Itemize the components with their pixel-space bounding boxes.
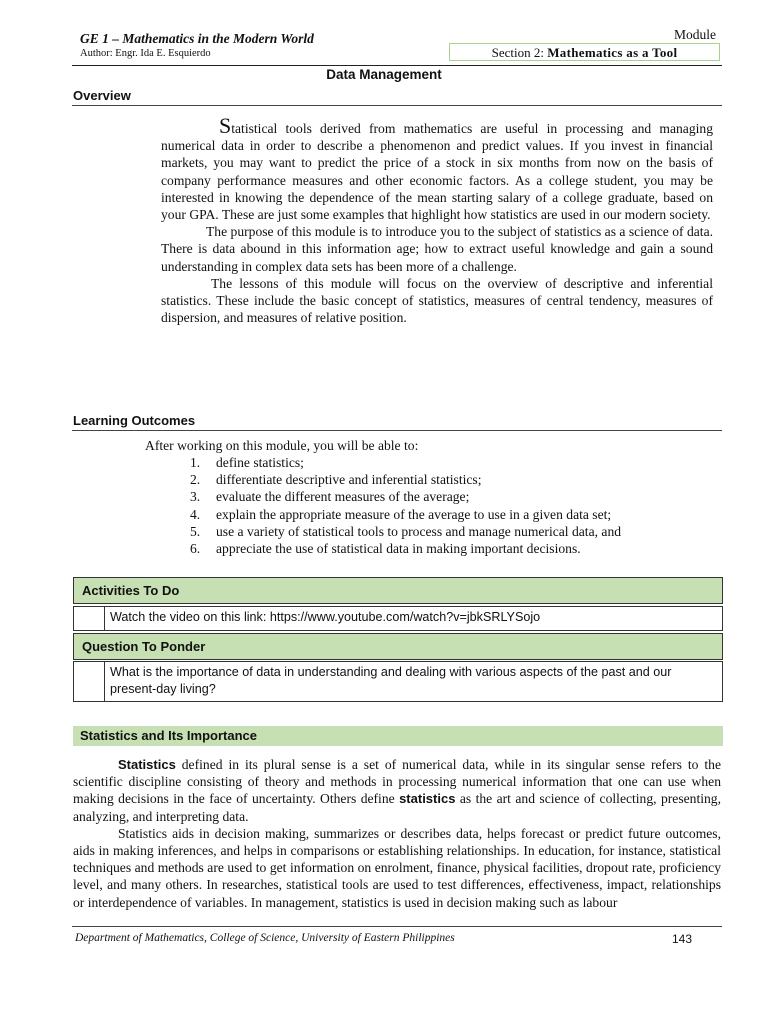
question-heading: Question To Ponder (73, 633, 723, 660)
list-item: 2. differentiate descriptive and inferential statistics; (190, 472, 482, 488)
statistics-paragraph-2: Statistics aids in decision making, summarizes or describes data, helps forecast or predict future outcomes, aids in making inferences, and helps in comparisons or establishing relationships. In education, for instance, statistical techniques and methods are used to get information on enrolment, finance, physical facilities, dropout rate, proficiency level, and many others. In researches, statistical tools are used to test differences, effectiveness, impact, relationships or interdependence of variables. In management, statistics is used in decision making such as labour (73, 825, 721, 910)
module-label: Module (674, 27, 716, 42)
dropcap-letter: S (219, 113, 232, 138)
footer-department: Department of Mathematics, College of Science, University of Eastern Philippines (75, 932, 455, 944)
document-title: Data Management (326, 67, 442, 82)
activities-text[interactable]: Watch the video on this link: https://www.youtube.com/watch?v=jbkSRLYSojo (110, 610, 541, 624)
overview-rule (72, 105, 722, 106)
list-item: 1. define statistics; (190, 455, 304, 470)
author-line: Author: Engr. Ida E. Esquierdo (80, 48, 211, 59)
statistics-text: Statistics defined in its plural sense is a set of numerical data, while in its singular sense refers to the scientific discipline consisting of theory and methods in processing numerical information that one can use when making decisions in the face of uncertainty. Others define statistics as the art and science of collecting, presenting, analyzing, and interpreting data. Statistics aids in decision making, summarizes or describes data, helps forecast or predict future outcomes, aids in making inferences, and helps in comparisons or establishing relationships. In education, for instance, statistical techniques and methods are used to get information on enrolment, finance, physical facilities, dropout rate, proficiency level, and many others. In researches, statistical tools are used to test differences, effectiveness, impact, relationships or interdependence of variables. In management, statistics is used in decision making such as labour (73, 757, 721, 910)
list-item: 4. explain the appropriate measure of the average to use in a given data set; (190, 506, 612, 522)
activities-row (73, 606, 723, 631)
list-item: 5. use a variety of statistical tools to process and manage numerical data, and (190, 523, 622, 539)
overview-heading: Overview (73, 88, 131, 103)
page-number: 143 (672, 932, 693, 946)
activities-checkbox-cell (74, 607, 105, 630)
question-text: What is the importance of data in understanding and dealing with various aspects of the past and our present-day living? (110, 665, 672, 696)
learning-outcomes-rule (72, 430, 722, 431)
overview-paragraph-1: tatistical tools derived from mathematics are useful in processing and managing numerical data in order to describe a phenomenon and predict values. If you invest in financial markets, you may want to predict the price of a stock in six months from now on the basis of company performance measures and other economic factors. As a college student, you may be interested in knowing the dependence of the mean starting salary of a college graduate, based on your GPA. These are just some examples that highlight how statistics are used in our modern society. (161, 121, 713, 223)
question-checkbox-cell (74, 662, 105, 701)
header-rule (72, 65, 722, 66)
term-statistics: Statistics (118, 757, 176, 772)
overview-paragraph-3: The lessons of this module will focus on the overview of descriptive and inferential statistics. These include the basic concept of statistics, measures of central tendency, measures of dispersion, and measures of relative position. (161, 275, 713, 326)
activities-heading: Activities To Do (73, 577, 723, 604)
term-statistics-2: statistics (399, 791, 456, 807)
statistics-section-heading: Statistics and Its Importance (73, 726, 723, 746)
footer-rule (72, 926, 722, 927)
course-title: GE 1 – Mathematics in the Modern World (80, 31, 314, 46)
learning-outcomes-intro: After working on this module, you will be able to: (145, 438, 419, 453)
overview-paragraph-2: The purpose of this module is to introduce you to the subject of statistics as a science of data. There is data abound in this information age; how to extract useful knowledge and gain a sound understanding in complex data sets has been more of a challenge. (161, 224, 713, 274)
learning-outcomes-heading: Learning Outcomes (73, 413, 196, 428)
question-row (73, 661, 723, 702)
overview-text (161, 113, 713, 326)
section-prefix: Section 2: (491, 45, 548, 60)
list-item: 3. evaluate the different measures of the average; (190, 489, 470, 505)
section-name: Mathematics as a Tool (547, 45, 678, 60)
outcomes-list (190, 454, 730, 557)
section-box (449, 43, 720, 61)
list-item: 6. appreciate the use of statistical data in making important decisions. (190, 541, 581, 557)
